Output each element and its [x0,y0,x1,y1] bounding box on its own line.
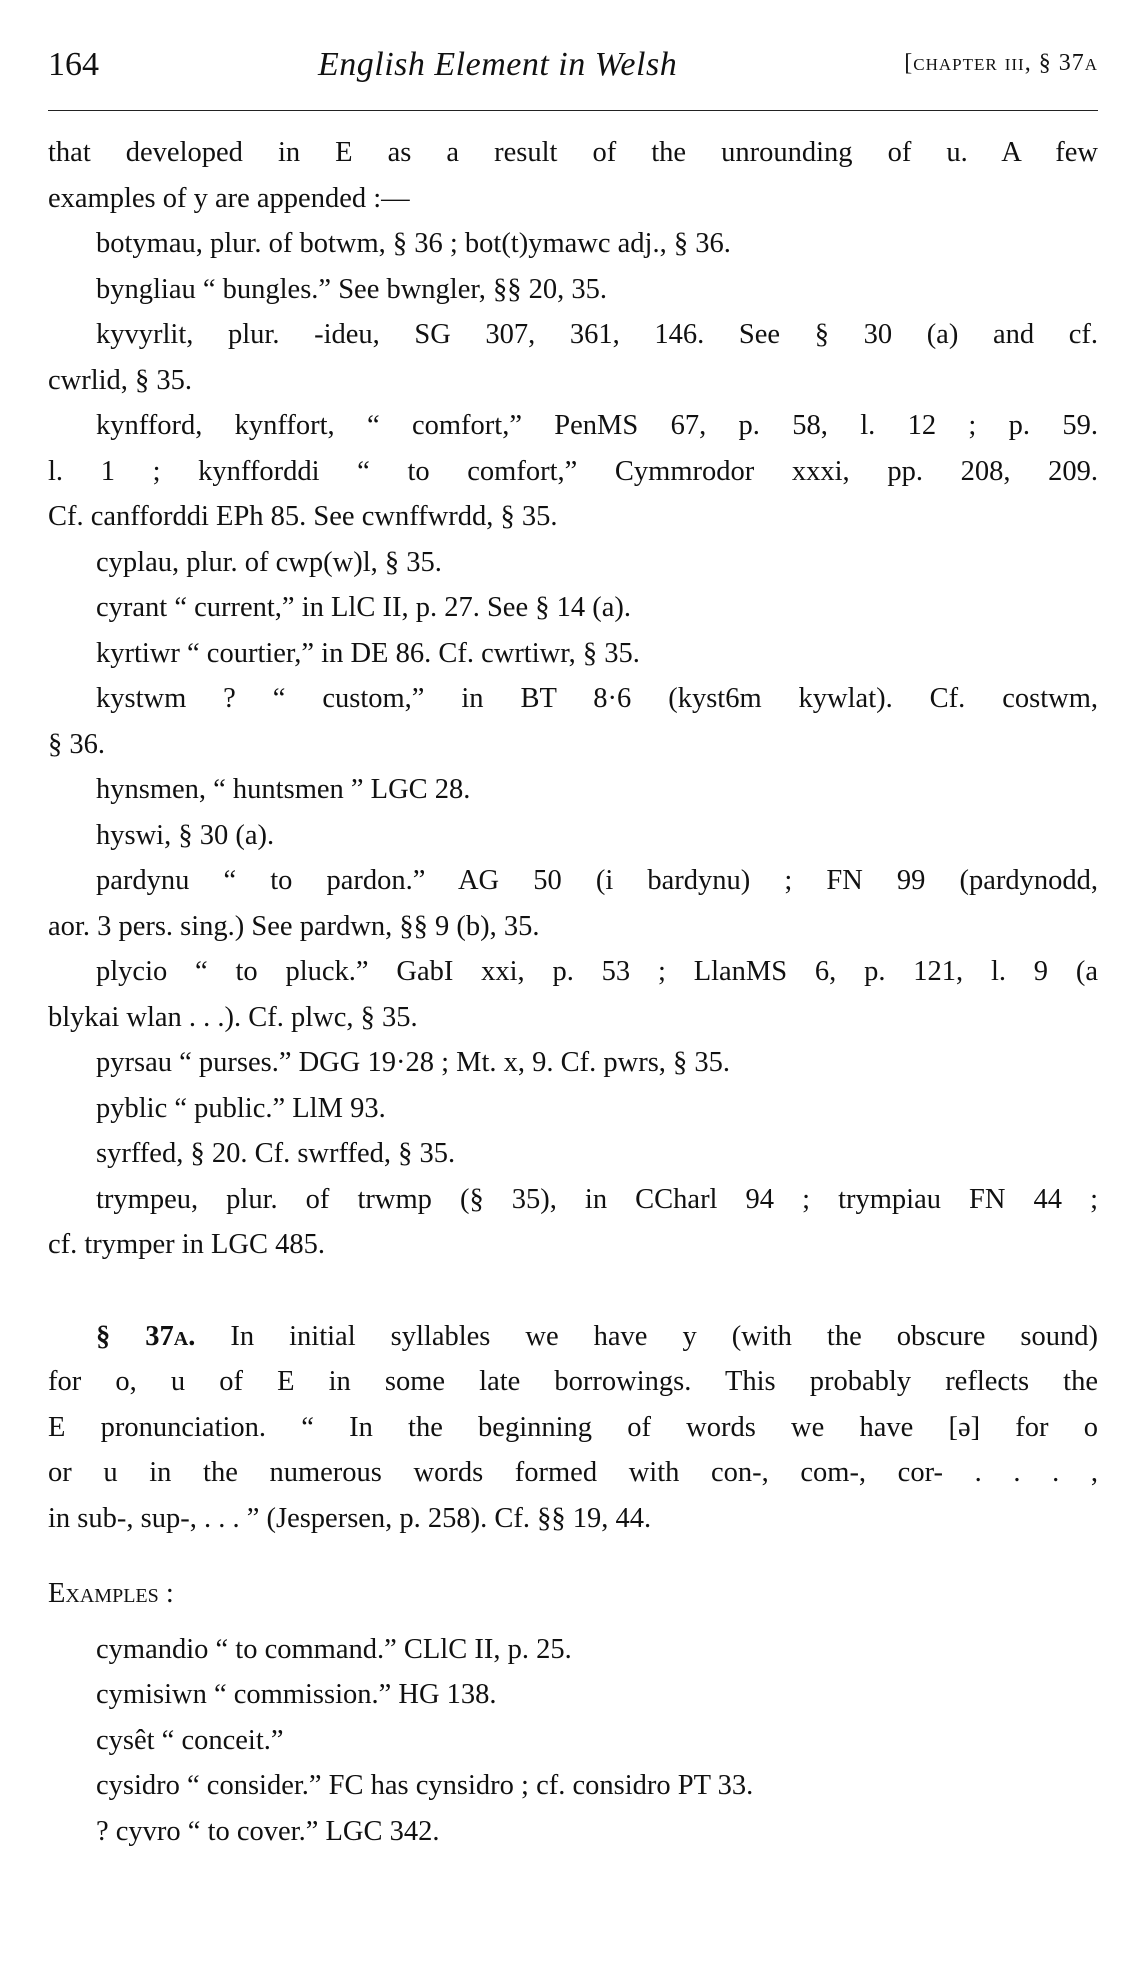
text-line: examples of y are appended :— [48,182,410,214]
book-page [48,38,1098,1847]
example-line: botymau, plur. of botwm, § 36 ; bot(t)ymawc adj., § 36. [96,228,731,259]
example-line: cysêt “ conceit.” [96,1724,284,1756]
section-37a-first-line [48,1314,1098,1360]
example-line: cf. trymper in LGC 485. [48,1229,326,1260]
example-line: l. 1 ; kynfforddi “ to comfort,” Cymmrodor xxxi, pp. 208, 209. [48,455,1098,487]
example-line: cymandio “ to command.” CLlC II, p. 25. [96,1633,572,1665]
example-line: hyswi, § 30 (a). [96,819,275,851]
chapter-reference: [chapter iii, § 37a [904,50,1098,76]
example-line: aor. 3 pers. sing.) See pardwn, §§ 9 (b), 35. [48,910,540,942]
example-line: plycio “ to pluck.” GabI xxi, p. 53 ; LlanMS 6, p. 121, l. 9 (a [96,956,1098,987]
header-rule [48,110,1098,111]
text-line: E pronunciation. “ In the beginning of words we have [ə] for o [48,1411,1098,1443]
example-line: cyplau, plur. of cwp(w)l, § 35. [96,546,442,578]
example-line: ? cyvro “ to cover.” LGC 342. [96,1815,440,1847]
example-line: pardynu “ to pardon.” AG 50 (i bardynu) ; FN 99 (pardynodd, [96,865,1098,896]
example-line: cyrant “ current,” in LlC II, p. 27. See § 14 (a). [96,592,631,623]
example-line: hynsmen, “ huntsmen ” LGC 28. [96,774,471,805]
example-line: kyrtiwr “ courtier,” in DE 86. Cf. cwrtiwr, § 35. [96,637,640,669]
text-line: in sub-, sup-, . . . ” (Jespersen, p. 258). Cf. §§ 19, 44. [48,1502,652,1534]
example-line: byngliau “ bungles.” See bwngler, §§ 20, 35. [96,273,607,305]
example-line: syrffed, § 20. Cf. swrffed, § 35. [96,1138,456,1169]
example-line: kyvyrlit, plur. -ideu, SG 307, 361, 146. See § 30 (a) and cf. [96,319,1098,350]
example-line: pyrsau “ purses.” DGG 19·28 ; Mt. x, 9. Cf. pwrs, § 35. [96,1047,731,1078]
running-title: English Element in Welsh [318,46,678,83]
example-line: kynfford, kynffort, “ comfort,” PenMS 67, p. 58, l. 12 ; p. 59. [96,410,1098,441]
example-line: blykai wlan . . .). Cf. plwc, § 35. [48,1001,418,1033]
example-line: kystwm ? “ custom,” in BT 8·6 (kyst6m kywlat). Cf. costwm, [96,683,1098,714]
example-line: § 36. [48,728,105,760]
example-line: trympeu, plur. of trwmp (§ 35), in CCharl 94 ; trympiau FN 44 ; [96,1183,1098,1215]
example-line: cymisiwn “ commission.” HG 138. [96,1679,497,1710]
example-line: pyblic “ public.” LlM 93. [96,1092,386,1124]
text-line: that developed in E as a result of the unrounding of u. A few [48,137,1098,168]
section-mark: § 37a. [96,1320,196,1352]
text-line: or u in the numerous words formed with con-, com-, cor- . . . , [48,1457,1098,1488]
section-text: In initial syllables we have y (with the obscure sound) [230,1320,1098,1352]
running-header [48,38,1098,94]
example-line: cwrlid, § 35. [48,364,193,396]
page-number: 164 [48,46,99,83]
example-line: Cf. canfforddi EPh 85. See cwnffwrdd, § 35. [48,501,558,532]
page-body [48,130,1098,1854]
example-line: cysidro “ consider.” FC has cynsidro ; cf. considro PT 33. [96,1770,754,1801]
text-line: for o, u of E in some late borrowings. This probably reflects the [48,1366,1098,1397]
examples-heading: Examples : [48,1578,174,1609]
